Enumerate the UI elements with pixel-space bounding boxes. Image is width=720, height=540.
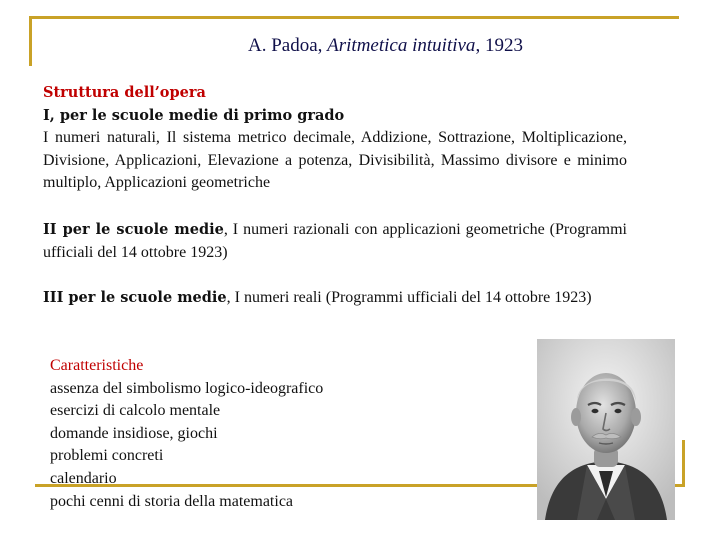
list-item: pochi cenni di storia della matematica	[50, 492, 294, 510]
list-item: calendario	[50, 469, 117, 487]
frame-top-line	[29, 16, 679, 19]
volume-one-contents: I numeri naturali, Il sistema metrico decimale, Addizione, Sottrazione, Moltiplicazione, Divisione, Applicazioni, Elevazione a potenza, Divisibilità, Massimo divisore e minimo multiplo, Applicazioni geometriche	[43, 129, 627, 191]
structure-heading: Struttura dell’opera	[43, 84, 206, 101]
volume-two-text: , I numeri razionali con applicazioni geometriche (Programmi ufficiali del 14 ottobre 1923)	[43, 221, 627, 261]
list-item: assenza del simbolismo logico-ideografico	[50, 379, 324, 397]
title-book: Aritmetica intuitiva	[327, 35, 476, 56]
frame-right-line	[682, 440, 685, 487]
volume-three-text: , I numeri reali (Programmi ufficiali del 14 ottobre 1923)	[226, 289, 592, 306]
frame-left-line	[29, 16, 32, 66]
volume-two-label: II per le scuole medie	[43, 221, 224, 238]
volume-three-paragraph	[43, 287, 627, 310]
volume-two-block	[43, 219, 627, 264]
portrait-photo	[537, 339, 675, 520]
volume-three-label: III per le scuole medie	[43, 289, 227, 306]
volume-two-paragraph	[43, 219, 627, 264]
slide-title	[248, 35, 523, 57]
title-suffix: , 1923	[475, 35, 523, 56]
list-item: domande insidiose, giochi	[50, 424, 218, 442]
list-item: esercizi di calcolo mentale	[50, 402, 221, 420]
characteristics-block	[50, 355, 400, 513]
characteristics-heading: Caratteristiche	[50, 357, 144, 374]
title-prefix: A. Padoa,	[248, 35, 328, 56]
volume-one-heading: I, per le scuole medie di primo grado	[43, 106, 345, 124]
list-item: problemi concreti	[50, 447, 164, 465]
portrait-illustration	[537, 339, 675, 520]
volume-three-block	[43, 287, 627, 310]
structure-block	[43, 82, 627, 195]
